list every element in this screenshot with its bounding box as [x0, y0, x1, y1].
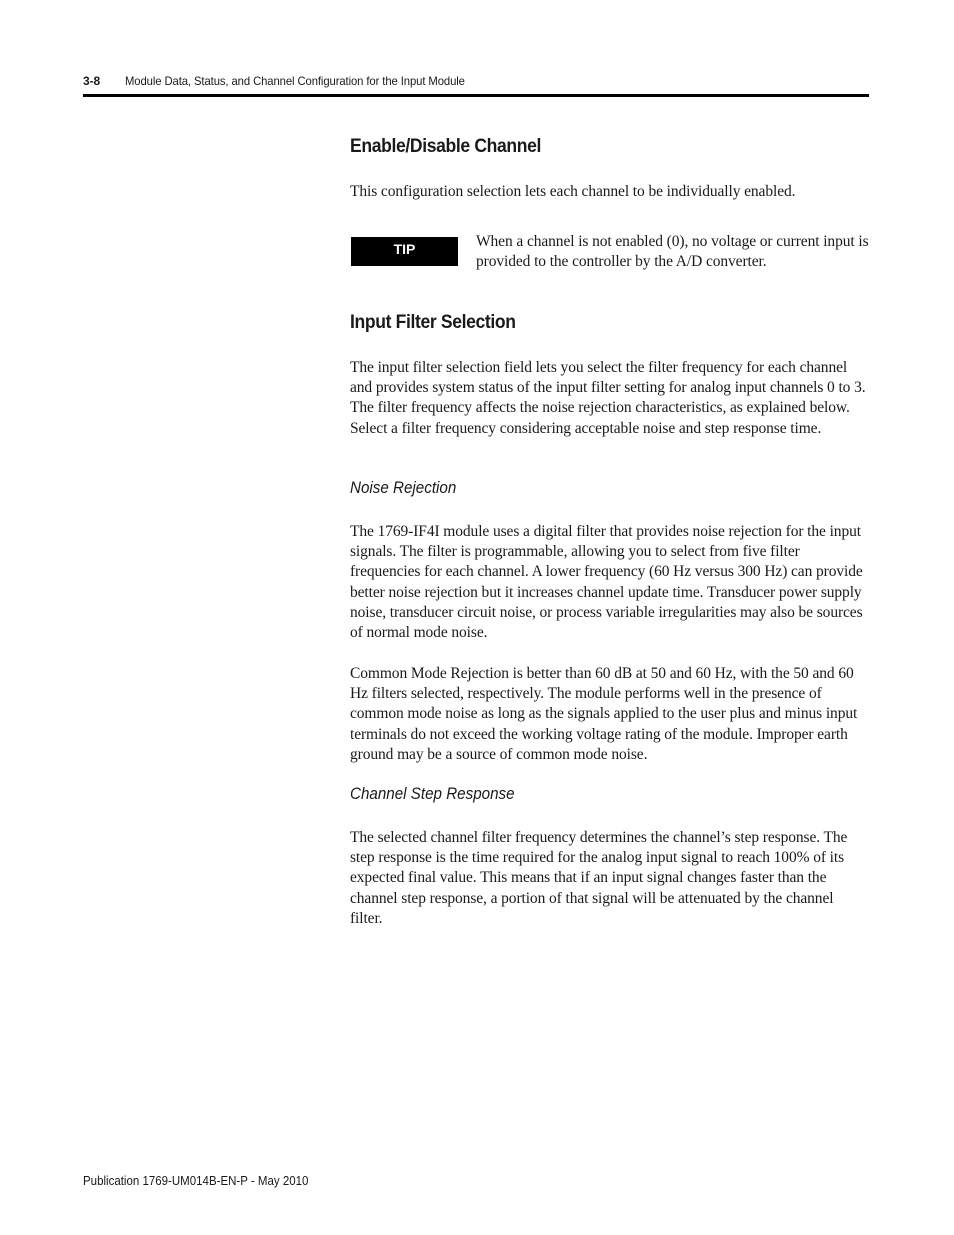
paragraph-noise-rejection-2: Common Mode Rejection is better than 60 dB at 50 and 60 Hz, with the 50 and 60 Hz filters selected, respectively. The module performs well in the presence of common mode noise as long as the signals applied to the user plus and minus input terminals do not exceed the working voltage rating of the module. Improper earth ground may be a source of common mode noise.	[350, 665, 858, 763]
heading-noise-rejection: Noise Rejection	[350, 479, 457, 497]
page-header	[83, 73, 869, 97]
paragraph-channel-step-response: The selected channel filter frequency determines the channel’s step response. The step response is the time required for the analog input signal to reach 100% of its expected final value. This means that if an input signal changes faster than the channel step response, a portion of that signal will be attenuated by the channel filter.	[350, 829, 848, 927]
heading-enable-disable-channel: Enable/Disable Channel	[350, 135, 542, 157]
tip-badge: TIP	[351, 237, 458, 266]
paragraph-noise-rejection-1: The 1769-IF4I module uses a digital filter that provides noise rejection for the input signals. The filter is programmable, allowing you to select from five filter frequencies for each channel. A lower frequency (60 Hz versus 300 Hz) can provide better noise rejection but it increases channel update time. Transducer power supply noise, transducer circuit noise, or process variable irregularities may also be sources of normal mode noise.	[350, 523, 863, 642]
heading-channel-step-response: Channel Step Response	[350, 785, 515, 803]
paragraph-enable-disable: This configuration selection lets each channel to be individually enabled.	[350, 183, 796, 200]
chapter-title: Module Data, Status, and Channel Configuration for the Input Module	[125, 74, 465, 88]
page-footer: Publication 1769-UM014B-EN-P - May 2010	[83, 1174, 309, 1188]
heading-input-filter-selection: Input Filter Selection	[350, 311, 516, 333]
paragraph-input-filter: The input filter selection field lets you select the filter frequency for each channel and provides system status of the input filter setting for analog input channels 0 to 3. The filter frequency affects the noise rejection characteristics, as explained below. Select a filter frequency considering acceptable noise and step response time.	[350, 359, 866, 437]
tip-text: When a channel is not enabled (0), no voltage or current input is provided to the controller by the A/D converter.	[476, 233, 869, 271]
page-number: 3-8	[83, 74, 101, 88]
